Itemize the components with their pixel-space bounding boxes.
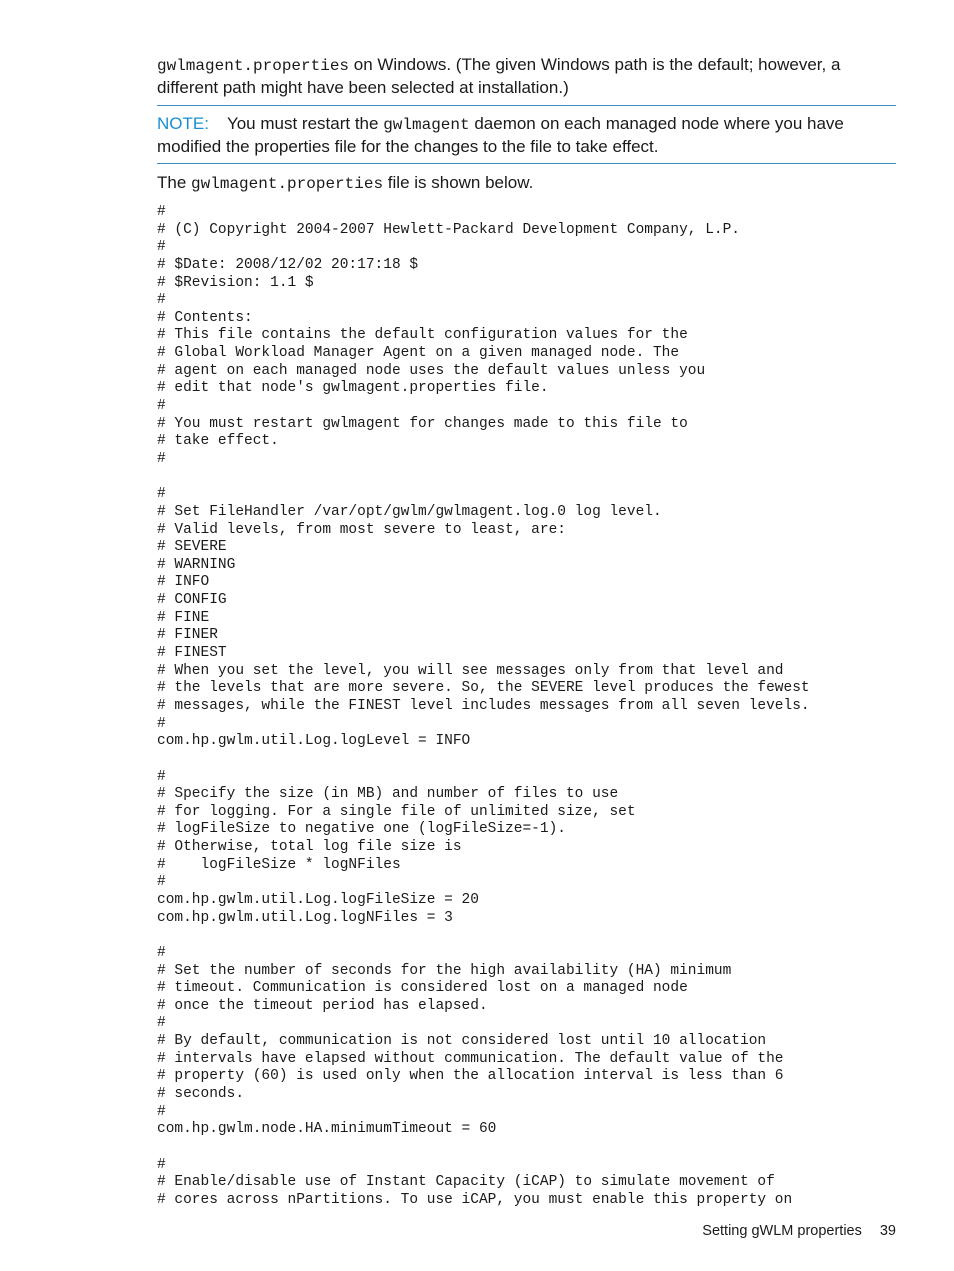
properties-file-name: gwlmagent.properties	[157, 57, 350, 75]
code-line: # FINER	[157, 627, 218, 644]
code-line: # Global Workload Manager Agent on a given managed node. The	[157, 345, 680, 362]
code-line: # cores across nPartitions. To use iCAP, you must enable this property on	[157, 1191, 793, 1208]
code-line: #	[157, 1015, 166, 1032]
code-line: # FINE	[157, 609, 210, 626]
code-line: # You must restart gwlmagent for changes made to this file to	[157, 415, 688, 432]
code-line: # Specify the size (in MB) and number of files to use	[157, 786, 619, 803]
code-line: #	[157, 768, 166, 785]
code-line: # timeout. Communication is considered lost on a managed node	[157, 980, 688, 997]
code-line: # By default, communication is not considered lost until 10 allocation	[157, 1033, 767, 1050]
code-line: # take effect.	[157, 433, 279, 450]
code-line: # INFO	[157, 574, 210, 591]
code-line: # CONFIG	[157, 592, 227, 609]
page-content	[157, 54, 896, 1210]
code-line: # Contents:	[157, 309, 253, 326]
code-line: # seconds.	[157, 1086, 245, 1103]
note-label: NOTE:	[157, 114, 209, 133]
code-line: #	[157, 486, 166, 503]
code-line: # agent on each managed node uses the default values unless you	[157, 362, 706, 379]
code-line: #	[157, 292, 166, 309]
code-line: #	[157, 239, 166, 256]
code-line: com.hp.gwlm.node.HA.minimumTimeout = 60	[157, 1121, 497, 1138]
file-shown-name: gwlmagent.properties	[191, 175, 384, 193]
note-box	[157, 105, 896, 164]
code-line: # This file contains the default configuration values for the	[157, 327, 688, 344]
code-line: #	[157, 944, 166, 961]
code-line: # Set the number of seconds for the high availability (HA) minimum	[157, 962, 732, 979]
code-line: # Otherwise, total log file size is	[157, 839, 462, 856]
code-line: # edit that node's gwlmagent.properties file.	[157, 380, 549, 397]
code-line: # Enable/disable use of Instant Capacity (iCAP) to simulate movement of	[157, 1174, 775, 1191]
code-line: #	[157, 450, 166, 467]
code-line	[157, 751, 896, 769]
code-line: com.hp.gwlm.util.Log.logLevel = INFO	[157, 733, 471, 750]
code-line: # When you set the level, you will see messages only from that level and	[157, 662, 784, 679]
note-daemon-name: gwlmagent	[383, 116, 470, 134]
code-line: #	[157, 715, 166, 732]
file-shown-prefix: The	[157, 173, 192, 192]
code-line: # messages, while the FINEST level includes messages from all seven levels.	[157, 697, 810, 714]
file-shown-suffix: file is shown below.	[383, 173, 534, 192]
page-footer	[702, 1223, 896, 1239]
code-line: # (C) Copyright 2004-2007 Hewlett-Packard Development Company, L.P.	[157, 221, 740, 238]
code-line: # SEVERE	[157, 539, 227, 556]
note-text-before: You must restart the	[226, 114, 384, 133]
code-line	[157, 469, 896, 487]
code-line: # property (60) is used only when the allocation interval is less than 6	[157, 1068, 784, 1085]
code-line: # logFileSize * logNFiles	[157, 856, 401, 873]
code-line: # FINEST	[157, 645, 227, 662]
note-text-after: daemon on each managed node where you have modified the properties file for the changes to the file to take effect.	[157, 114, 844, 156]
code-line: #	[157, 204, 166, 220]
code-line: #	[157, 1156, 166, 1173]
code-line: # $Revision: 1.1 $	[157, 274, 314, 291]
code-line: #	[157, 874, 166, 891]
code-line: # WARNING	[157, 556, 236, 573]
code-line: #	[157, 1103, 166, 1120]
code-line: # the levels that are more severe. So, the SEVERE level produces the fewest	[157, 680, 810, 697]
code-line: # Valid levels, from most severe to least, are:	[157, 521, 566, 538]
code-line: # Set FileHandler /var/opt/gwlm/gwlmagent.log.0 log level.	[157, 503, 662, 520]
code-line: #	[157, 398, 166, 415]
footer-section-title: Setting gWLM properties	[702, 1223, 862, 1239]
intro-text: on Windows. (The given Windows path is the default; however, a different path might have been selected at installation.)	[157, 55, 841, 97]
code-line: com.hp.gwlm.util.Log.logFileSize = 20	[157, 891, 479, 908]
code-line: com.hp.gwlm.util.Log.logNFiles = 3	[157, 909, 453, 926]
code-line: # once the timeout period has elapsed.	[157, 997, 488, 1014]
code-line	[157, 927, 896, 945]
page-number: 39	[879, 1223, 896, 1239]
code-line: # $Date: 2008/12/02 20:17:18 $	[157, 256, 419, 273]
code-line	[157, 1139, 896, 1157]
code-line: # for logging. For a single file of unlimited size, set	[157, 803, 636, 820]
code-line: # intervals have elapsed without communication. The default value of the	[157, 1050, 784, 1067]
note-paragraph	[157, 113, 896, 158]
code-listing	[157, 204, 896, 1210]
intro-paragraph	[157, 54, 896, 99]
file-shown-paragraph	[157, 172, 896, 195]
code-line: # logFileSize to negative one (logFileSize=-1).	[157, 821, 566, 838]
